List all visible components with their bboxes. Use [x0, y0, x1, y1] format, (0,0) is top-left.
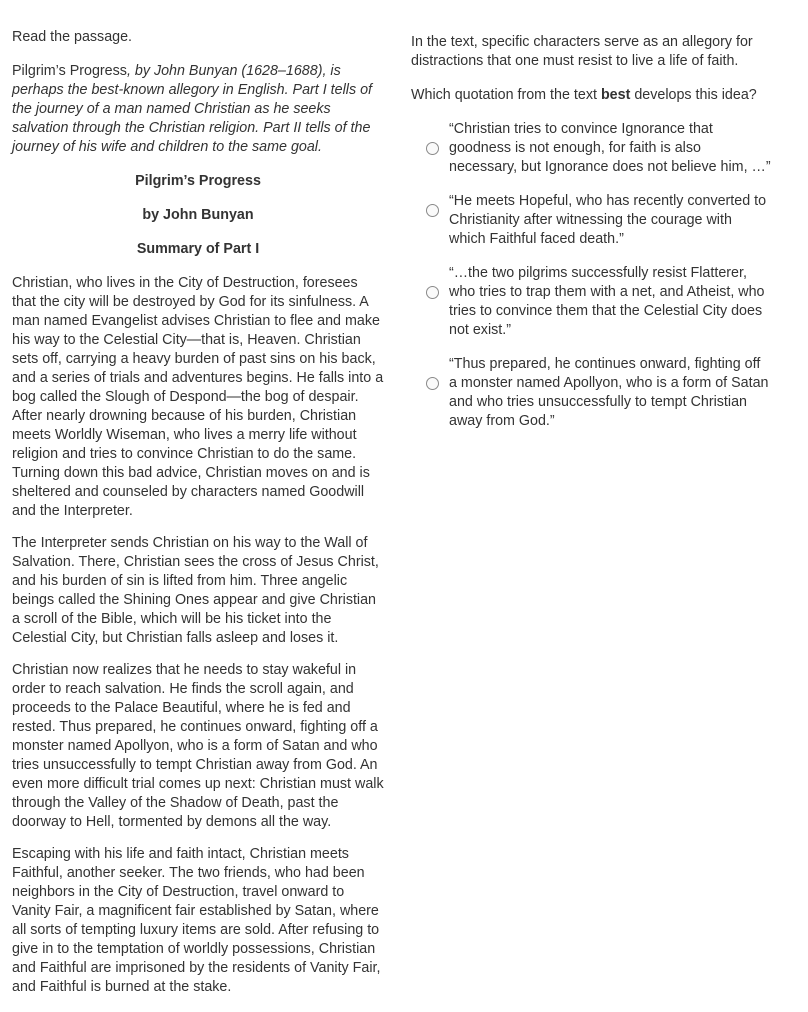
answer-radio-a[interactable]: [426, 142, 439, 155]
answer-radio-c[interactable]: [426, 286, 439, 299]
answer-radio-b[interactable]: [426, 204, 439, 217]
question-prompt: [411, 86, 771, 105]
question-panel: [411, 33, 771, 446]
answer-radio-d[interactable]: [426, 377, 439, 390]
answer-text-b: “He meets Hopeful, who has recently converted to Christianity after witnessing the courage with which Faithful faced death.”: [449, 193, 767, 247]
answer-option-c[interactable]: [411, 264, 771, 340]
answer-text-c: “…the two pilgrims successfully resist Flatterer, who tries to trap them with a net, and Atheist, who tries to convince them that the Celestial City does not exist.”: [449, 265, 765, 338]
passage-paragraph: Christian, who lives in the City of Destruction, foresees that the city will be destroyed by God for its sinfulness. A man named Evangelist advises Christian to flee and make his way to the Celestial City—that is, Heaven. Christian sets off, carrying a heavy burden of past sins on his back, and a series of trials and adventures begins. He falls into a bog called the Slough of Despond—the bog of despair. After nearly drowning because of his burden, Christian meets Worldly Wiseman, who lives a merry life without religion and tries to convince Christian to do the same. Turning down this bad advice, Christian moves on and is sheltered and counseled by characters named Goodwill and the Interpreter.: [12, 275, 384, 519]
question-stem: In the text, specific characters serve as an allegory for distractions that one must resist to live a life of faith.: [411, 34, 753, 69]
intro-description: , by John Bunyan (1628–1688), is perhaps the best-known allegory in English. Part I tells of the journey of a man named Christian as he seeks salvation through the Christian religion. Part II tells of the journey of his wife and children to the same goal.: [12, 63, 372, 155]
question-prompt-start: Which quotation from the text: [411, 87, 601, 103]
answer-option-a[interactable]: [411, 120, 771, 177]
passage-subtitle: Summary of Part I: [136, 241, 260, 257]
passage-paragraph: The Interpreter sends Christian on his way to the Wall of Salvation. There, Christian sees the cross of Jesus Christ, and his burden of sin is lifted from him. Three angelic beings called the Shining Ones appear and give Christian a scroll of the Bible, which will be his ticket into the Celestial City, but Christian falls asleep and loses it.: [12, 535, 379, 646]
passage-intro: [12, 62, 384, 157]
question-prompt-emphasis: best: [600, 87, 631, 103]
passage-paragraph: Escaping with his life and faith intact, Christian meets Faithful, another seeker. The two friends, who had been neighbors in the City of Destruction, travel onward to Vanity Fair, a magnificent fair established by Satan, where all sorts of tempting luxury items are sold. After refusing to give in to the temptation of worldly possessions, Christian and Faithful are imprisoned by the residents of Vanity Fair, and Faithful is burned at the stake.: [12, 846, 381, 995]
passage-author: by John Bunyan: [142, 207, 254, 223]
answer-option-b[interactable]: [411, 192, 771, 249]
passage-paragraph: Christian now realizes that he needs to stay wakeful in order to reach salvation. He finds the scroll again, and proceeds to the Palace Beautiful, where he is fed and rested. Thus prepared, he continues onward, fighting off a monster named Apollyon, who is a form of Satan and who tries unsuccessfully to tempt Christian away from God. An even more difficult trial comes up next: Christian must walk through the Valley of the Shadow of Death, past the doorway to Hell, tormented by demons all the way.: [12, 662, 384, 830]
answer-text-d: “Thus prepared, he continues onward, fighting off a monster named Apollyon, who is a form of Satan and who tries unsuccessfully to tempt Christian away from God.”: [449, 356, 769, 429]
passage-title: Pilgrim’s Progress: [135, 173, 261, 189]
answer-option-d[interactable]: [411, 355, 771, 431]
answer-text-a: “Christian tries to convince Ignorance that goodness is not enough, for faith is also necessary, but Ignorance does not believe him, …”: [449, 121, 771, 175]
instructions: Read the passage.: [12, 29, 133, 45]
intro-title: Pilgrim’s Progress: [12, 63, 127, 79]
question-prompt-end: develops this idea?: [630, 87, 757, 103]
passage-panel: [12, 28, 384, 1010]
